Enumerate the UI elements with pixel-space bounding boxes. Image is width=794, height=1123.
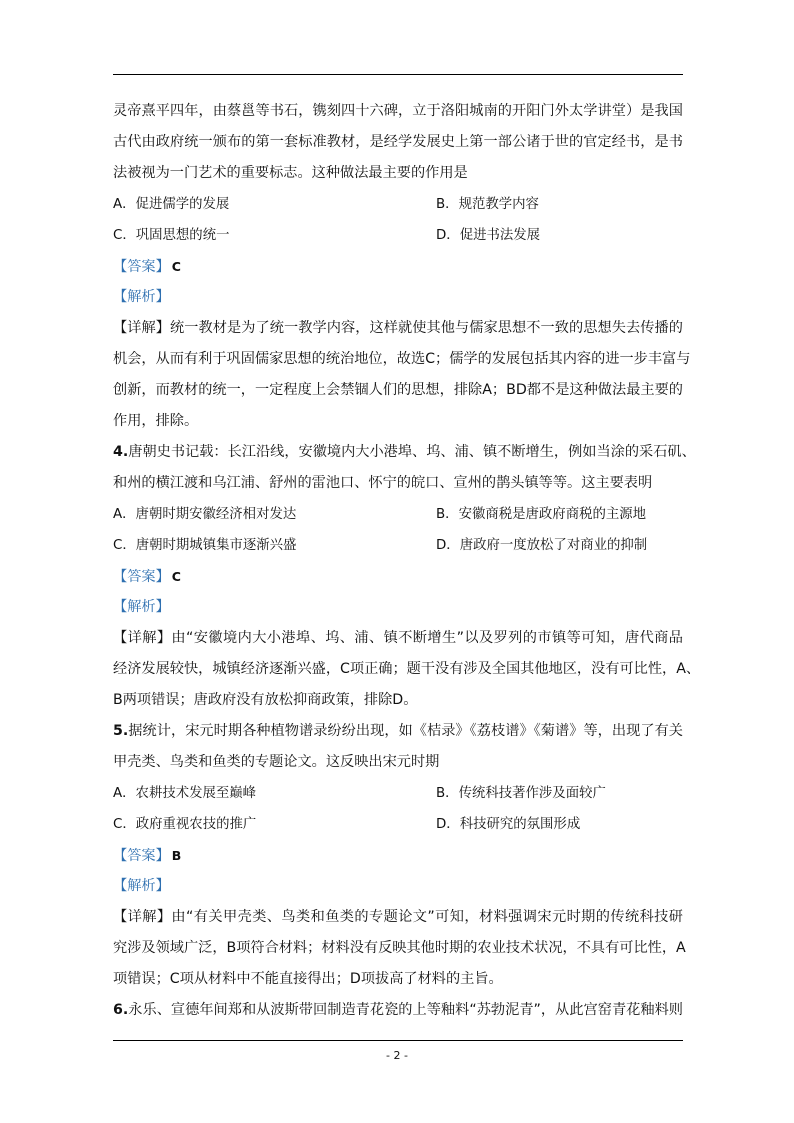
q6-stem-text: 永乐、宣德年间郑和从波斯带回制造青花瓷的上等釉料“苏勃泥青”，从此宫窑青花釉料则 xyxy=(128,1002,683,1018)
q4-stem-line-2: 和州的横江渡和乌江浦、舒州的雷池口、怀宁的皖口、宣州的鹊头镇等等。这主要表明 xyxy=(113,475,653,491)
q3-detail-line-1 xyxy=(113,313,683,344)
detail-text: 由“安徽境内大小港埠、坞、浦、镇不断增生”以及罗列的市镇等可知，唐代商品 xyxy=(171,630,683,646)
bracket-close: 】 xyxy=(156,630,172,646)
answer-label: 答案 xyxy=(127,848,156,864)
analysis-label: 解析 xyxy=(127,878,156,894)
q5-options-row-1 xyxy=(113,778,683,809)
q4-option-a: A．唐朝时期安徽经济相对发达 xyxy=(113,507,297,522)
answer-value: C xyxy=(171,569,181,584)
q3-detail-line-2: 机会，从而有利于巩固儒家思想的统治地位，故选C；儒学的发展包括其内容的进一步丰富与 xyxy=(113,351,691,367)
footer-rule xyxy=(113,1040,683,1041)
answer-value: C xyxy=(171,259,181,274)
bracket-open: 【 xyxy=(113,289,128,305)
header-rule xyxy=(113,74,683,75)
q5-detail-line-1 xyxy=(113,902,683,933)
bracket-open: 【 xyxy=(113,259,128,275)
q4-option-c: C．唐朝时期城镇集市逐渐兴盛 xyxy=(113,538,297,553)
q5-analysis xyxy=(113,871,683,902)
q4-option-d: D．唐政府一度放松了对商业的抑制 xyxy=(436,538,648,553)
bracket-open: 【 xyxy=(113,848,128,864)
q3-options-row-1 xyxy=(113,189,683,220)
q5-stem-line-1 xyxy=(113,716,683,747)
q5-option-d: D．科技研究的氛围形成 xyxy=(436,817,581,832)
answer-value: B xyxy=(171,848,182,863)
detail-label: 详解 xyxy=(127,320,156,336)
detail-text: 由“有关甲壳类、鸟类和鱼类的专题论文”可知，材料强调宋元时期的传统科技研 xyxy=(171,909,683,925)
page-content xyxy=(113,96,701,1026)
question-number: 6. xyxy=(113,1002,129,1018)
q5-option-a: A．农耕技术发展至巅峰 xyxy=(113,786,257,801)
q6-stem-line-1 xyxy=(113,995,683,1026)
q4-stem-line-1 xyxy=(113,437,696,468)
q5-stem-line-2: 甲壳类、鸟类和鱼类的专题论文。这反映出宋元时期 xyxy=(113,754,440,770)
analysis-label: 解析 xyxy=(127,599,156,615)
bracket-open: 【 xyxy=(113,320,128,336)
bracket-open: 【 xyxy=(113,630,128,646)
answer-label: 答案 xyxy=(127,259,156,275)
q4-options-row-2 xyxy=(113,530,683,561)
q3-option-c: C．巩固思想的统一 xyxy=(113,228,230,243)
q3-options-row-2 xyxy=(113,220,683,251)
bracket-close: 】 xyxy=(155,259,170,275)
q4-detail-line-2: 经济发展较快，城镇经济逐渐兴盛，C项正确；题干没有涉及全国其他地区，没有可比性，A、 xyxy=(113,661,701,677)
q3-option-b: B．规范教学内容 xyxy=(436,197,539,212)
q5-stem-text: 据统计，宋元时期各种植物谱录纷纷出现，如《桔录》《荔枝谱》《菊谱》等，出现了有关 xyxy=(128,723,683,739)
q3-detail-line-3: 创新，而教材的统一，一定程度上会禁锢人们的思想，排除A；BD都不是这种做法最主要的 xyxy=(113,382,683,398)
question-number: 4. xyxy=(113,444,129,460)
bracket-close: 】 xyxy=(155,289,170,305)
detail-label: 详解 xyxy=(127,909,157,925)
bracket-close: 】 xyxy=(155,320,171,336)
q3-option-a: A．促进儒学的发展 xyxy=(113,197,230,212)
q3-stem-line-1: 灵帝熹平四年，由蔡邕等书石，镌刻四十六碑，立于洛阳城南的开阳门外太学讲堂）是我国 xyxy=(113,103,683,119)
q5-detail-line-3: 项错误；C项从材料中不能直接得出；D项拔高了材料的主旨。 xyxy=(113,971,503,987)
q3-answer xyxy=(113,251,683,282)
q5-option-c: C．政府重视农技的推广 xyxy=(113,817,257,832)
q4-analysis xyxy=(113,592,683,623)
q4-options-row-1 xyxy=(113,499,683,530)
q4-option-b: B．安徽商税是唐政府商税的主源地 xyxy=(436,507,647,522)
q4-stem-text: 唐朝史书记载：长江沿线，安徽境内大小港埠、坞、浦、镇不断增生，例如当涂的采石矶、 xyxy=(128,444,696,460)
q3-stem-line-2: 古代由政府统一颁布的第一套标准教材，是经学发展史上第一部公诸于世的官定经书，是书 xyxy=(113,134,683,150)
q5-answer xyxy=(113,840,683,871)
bracket-close: 】 xyxy=(155,848,170,864)
bracket-open: 【 xyxy=(113,599,128,615)
question-number: 5. xyxy=(113,723,129,739)
bracket-open: 【 xyxy=(113,909,128,925)
analysis-label: 解析 xyxy=(127,289,156,305)
q5-options-row-2 xyxy=(113,809,683,840)
q3-analysis xyxy=(113,282,683,313)
q4-detail-line-3: B两项错误；唐政府没有放松抑商政策，排除D。 xyxy=(113,692,418,708)
q3-detail-line-4: 作用，排除。 xyxy=(113,413,199,429)
q3-option-d: D．促进书法发展 xyxy=(436,228,541,243)
page-number: - 2 - xyxy=(386,1049,408,1062)
bracket-open: 【 xyxy=(113,569,128,585)
q5-detail-line-2: 究涉及领域广泛，B项符合材料；材料没有反映其他时期的农业技术状况，不具有可比性，A xyxy=(113,940,686,956)
bracket-close: 】 xyxy=(155,569,170,585)
q5-option-b: B．传统科技著作涉及面较广 xyxy=(436,786,606,801)
bracket-close: 】 xyxy=(155,599,170,615)
q3-stem-line-3: 法被视为一门艺术的重要标志。这种做法最主要的作用是 xyxy=(113,165,468,181)
q4-detail-line-1 xyxy=(113,623,683,654)
detail-label: 详解 xyxy=(127,630,157,646)
detail-text: 统一教材是为了统一教学内容，这样就使其他与儒家思想不一致的思想失去传播的 xyxy=(170,320,683,336)
bracket-close: 】 xyxy=(156,909,172,925)
bracket-open: 【 xyxy=(113,878,128,894)
answer-label: 答案 xyxy=(127,569,156,585)
bracket-close: 】 xyxy=(155,878,170,894)
q4-answer xyxy=(113,561,683,592)
